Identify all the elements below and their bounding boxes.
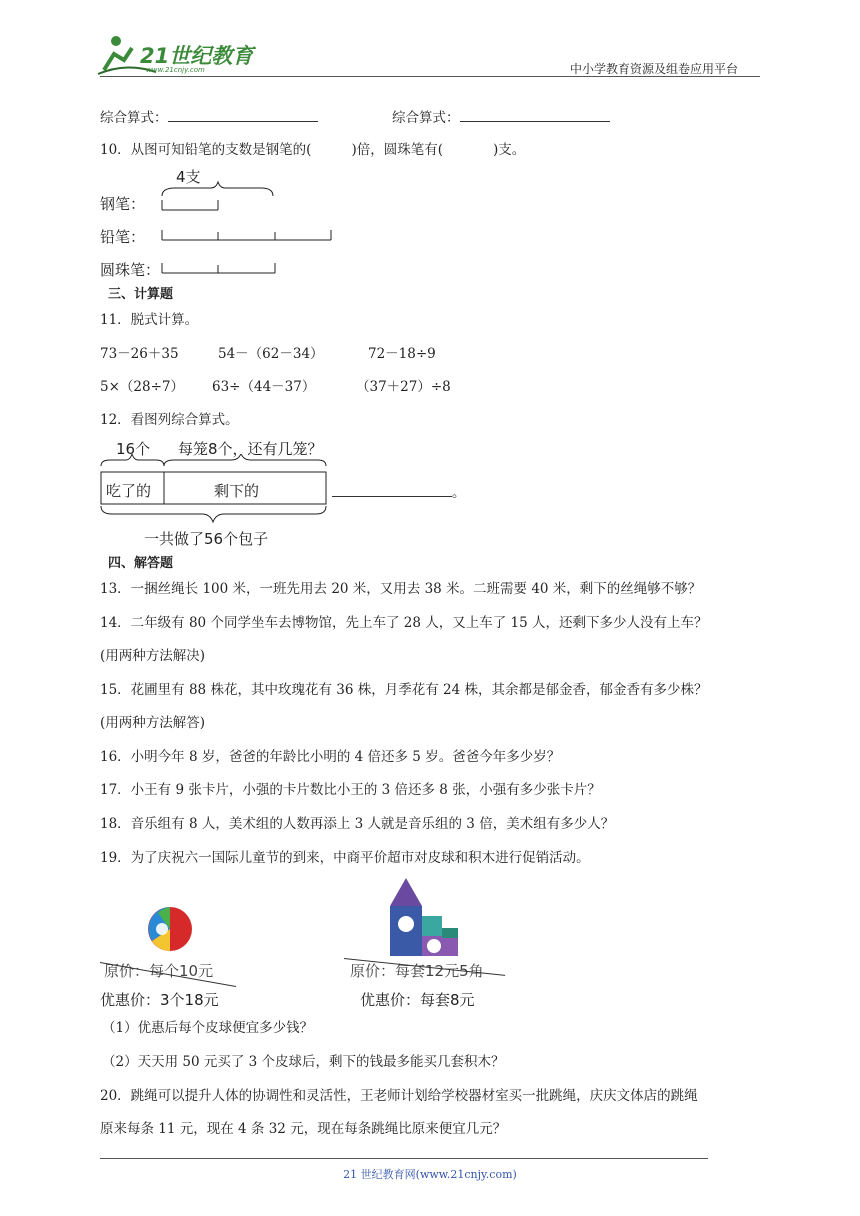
q11-expr: 63÷（44－37）	[212, 379, 316, 395]
q11-expr: 54－（62－34）	[218, 346, 324, 362]
logo-text: 21世纪教育	[140, 44, 254, 68]
logo-url: www.21cnjy.com	[146, 66, 205, 74]
q19-sub2: （2）天天用 50 元买了 3 个皮球后，剩下的钱最多能买几套积木？	[102, 1054, 505, 1070]
platform-name: 中小学教育资源及组卷应用平台	[570, 62, 739, 76]
q19-sub1: （1）优惠后每个皮球便宜多少钱？	[102, 1020, 314, 1036]
q14: 14．二年级有 80 个同学坐车去博物馆，先上车了 28 人，又上车了 15 人，还剩下多少人没有上车？	[100, 615, 708, 631]
q10-text: 10．从图可知铅笔的支数是钢笔的( )倍，圆珠笔有( )支。	[100, 142, 526, 158]
formula-label-a: 综合算式：	[100, 107, 318, 127]
q20-line1: 20．跳绳可以提升人体的协调性和灵活性，王老师计划给学校器材室买一批跳绳，庆庆文体店的跳绳	[100, 1088, 698, 1104]
block-original-price: 原价：每套12元5角	[350, 962, 484, 980]
q14-note: (用两种方法解决)	[100, 648, 206, 664]
footer-rule	[100, 1158, 708, 1159]
q11-expr: 5×（28÷7）	[100, 379, 184, 395]
footer-text[interactable]: 21 世纪教育网(www.21cnjy.com)	[343, 1168, 517, 1181]
q12-box-eaten: 吃了的	[106, 482, 152, 500]
q10-row-pen: 钢笔：	[100, 195, 146, 213]
q15-note: (用两种方法解答)	[100, 715, 206, 731]
section-4-title: 四、解答题	[108, 556, 174, 571]
q12-label-per: 每笼8个，还有几笼？	[178, 440, 323, 458]
q16: 16．小明今年 8 岁，爸爸的年龄比小明的 4 倍还多 5 岁。爸爸今年多少岁？	[100, 749, 561, 765]
q12-box-left: 剩下的	[214, 482, 260, 500]
q10-brace-label: 4支	[176, 168, 201, 186]
q11-title: 11．脱式计算。	[100, 312, 199, 328]
building-blocks-icon	[386, 876, 462, 958]
q19: 19．为了庆祝六一国际儿童节的到来，中商平价超市对皮球和积木进行促销活动。	[100, 850, 590, 866]
q12-end: 。	[452, 485, 466, 501]
ball-sale-price: 优惠价：3个18元	[100, 991, 219, 1009]
q10-row-ballpen: 圆珠笔：	[100, 261, 161, 279]
block-sale-price: 优惠价：每套8元	[360, 991, 475, 1009]
q12-title: 12．看图列综合算式。	[100, 412, 239, 428]
q15: 15．花圃里有 88 株花，其中玫瑰花有 36 株，月季花有 24 株，其余都是郁金香，郁金香有多少株？	[100, 682, 708, 698]
q11-expr: 72－18÷9	[368, 346, 436, 362]
ball-original-price: 原价：每个10元	[104, 962, 214, 980]
q12-answer-blank	[332, 496, 452, 497]
q11-expr: 73－26＋35	[100, 346, 179, 362]
q13: 13．一捆丝绳长 100 米，一班先用去 20 米，又用去 38 米。二班需要 40 米，剩下的丝绳够不够？	[100, 581, 702, 597]
q10-row-pencil: 铅笔：	[100, 228, 146, 246]
ball-icon	[146, 905, 194, 953]
q12-label-16: 16个	[116, 440, 151, 458]
q20-line2: 原来每条 11 元，现在 4 条 32 元，现在每条跳绳比原来便宜几元？	[100, 1121, 507, 1137]
q12-total: 一共做了56个包子	[144, 530, 269, 548]
section-3-title: 三、计算题	[108, 287, 174, 302]
q17: 17．小王有 9 张卡片，小强的卡片数比小王的 3 倍还多 8 张，小强有多少张卡片？	[100, 782, 601, 798]
q10-segment-diagram	[155, 180, 345, 280]
q11-expr: （37＋27）÷8	[356, 379, 451, 395]
header-rule	[100, 76, 760, 77]
formula-label-b: 综合算式：	[392, 107, 610, 127]
q18: 18．音乐组有 8 人，美术组的人数再添上 3 人就是音乐组的 3 倍，美术组有多少人？	[100, 816, 615, 832]
